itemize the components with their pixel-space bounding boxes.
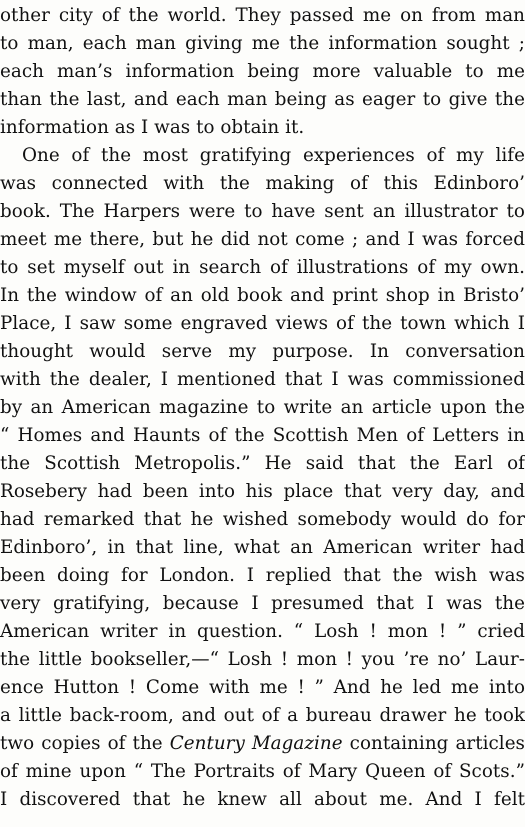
text-line: information as I was to obtain it. (0, 117, 305, 138)
text-line: Rosebery had been into his place that very day, and (0, 481, 525, 502)
text-line: In the window of an old book and print shop in Bristo’ (0, 285, 525, 306)
text-line: a little back-room, and out of a bureau drawer he took (0, 705, 525, 726)
italic-title: Century Magazine (169, 733, 343, 754)
text-line: by an American magazine to write an article upon the (0, 397, 525, 418)
text-line: Edinboro’, in that line, what an American writer had (0, 537, 525, 558)
text-line: American writer in question. “ Losh ! mon ! ” cried (0, 621, 525, 642)
text-line: had remarked that he wished somebody would do for (0, 509, 525, 530)
text-line: very gratifying, because I presumed that I was the (0, 593, 525, 614)
paragraph-first-line: One of the most gratifying experiences of my life (22, 145, 525, 166)
text-line: thought would serve my purpose. In conversation (0, 341, 525, 362)
text-line: the little bookseller,—“ Losh ! mon ! you ’re no’ Laur- (0, 649, 525, 670)
text-line: of mine upon “ The Portraits of Mary Queen of Scots.” (0, 761, 525, 782)
text-line: each man’s information being more valuable to me (0, 61, 525, 82)
text-line-with-italic (0, 732, 525, 756)
text-line: to set myself out in search of illustrations of my own. (0, 257, 525, 278)
text-line: Place, I saw some engraved views of the town which I (0, 313, 525, 334)
text-line: other city of the world. They passed me on from man (0, 5, 525, 26)
text-line: I discovered that he knew all about me. And I felt (0, 789, 525, 810)
text-line: “ Homes and Haunts of the Scottish Men of Letters in (0, 425, 525, 446)
text-line: book. The Harpers were to have sent an illustrator to (0, 201, 525, 222)
text-line: than the last, and each man being as eager to give the (0, 89, 525, 110)
text-line: was connected with the making of this Edinboro’ (0, 173, 525, 194)
text-line: ence Hutton ! Come with me ! ” And he led me into (0, 677, 525, 698)
text-line: the Scottish Metropolis.” He said that the Earl of (0, 453, 525, 474)
text-line: meet me there, but he did not come ; and I was forced (0, 229, 525, 250)
text-line: with the dealer, I mentioned that I was commissioned (0, 369, 525, 390)
text-line: to man, each man giving me the information sought ; (0, 33, 525, 54)
text-line: been doing for London. I replied that the wish was (0, 565, 525, 586)
text-segment: two copies of the (0, 733, 170, 754)
text-segment: containing articles (342, 733, 525, 754)
